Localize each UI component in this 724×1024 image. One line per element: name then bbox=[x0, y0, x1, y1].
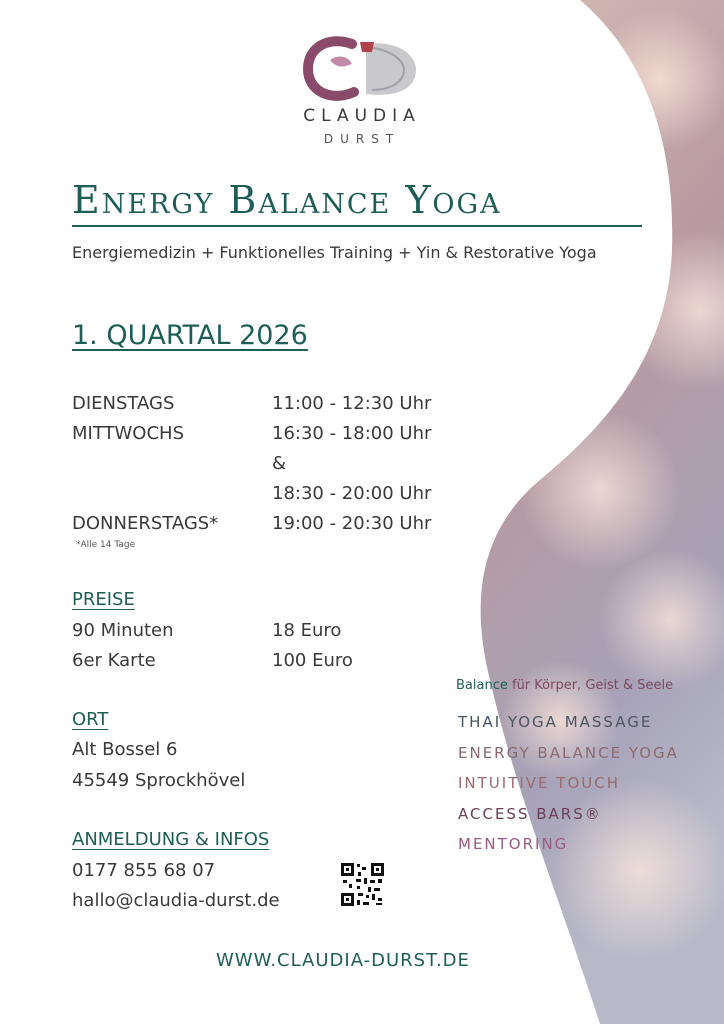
schedule-time: 18:30 - 20:00 Uhr bbox=[272, 483, 432, 504]
location-street: Alt Bossel 6 bbox=[72, 739, 178, 760]
location-heading: ORT bbox=[72, 709, 109, 730]
prices-heading: PREISE bbox=[72, 589, 135, 610]
page-subtitle: Energiemedizin + Funktionelles Training + Yin & Restorative Yoga bbox=[72, 243, 597, 262]
offering-item: MENTORING bbox=[458, 835, 569, 853]
page-title: Energy Balance Yoga bbox=[72, 178, 502, 222]
schedule-day: DIENSTAGS bbox=[72, 393, 175, 414]
logo bbox=[300, 36, 424, 106]
tagline-balance: Balance bbox=[456, 678, 508, 693]
contact-email[interactable]: hallo@claudia-durst.de bbox=[72, 890, 280, 911]
schedule-time: & bbox=[272, 453, 287, 474]
qr-code-icon[interactable] bbox=[340, 862, 385, 907]
title-underline bbox=[72, 225, 642, 227]
offering-item: ACCESS BARS® bbox=[458, 805, 602, 823]
price-label: 6er Karte bbox=[72, 650, 156, 671]
location-city: 45549 Sprockhövel bbox=[72, 770, 246, 791]
logo-name: CLAUDIA bbox=[303, 106, 421, 126]
offering-item: THAI YOGA MASSAGE bbox=[458, 713, 653, 731]
schedule-day: MITTWOCHS bbox=[72, 423, 185, 444]
cd-monogram-icon bbox=[300, 36, 424, 102]
logo-surname: DURST bbox=[323, 132, 401, 146]
schedule-time: 19:00 - 20:30 Uhr bbox=[272, 513, 432, 534]
website-link[interactable]: WWW.CLAUDIA-DURST.DE bbox=[216, 950, 470, 971]
schedule-time: 11:00 - 12:30 Uhr bbox=[272, 393, 432, 414]
contact-heading: ANMELDUNG & INFOS bbox=[72, 829, 270, 850]
price-label: 90 Minuten bbox=[72, 620, 174, 641]
schedule-footnote: *Alle 14 Tage bbox=[76, 540, 136, 550]
schedule-time: 16:30 - 18:00 Uhr bbox=[272, 423, 432, 444]
contact-phone[interactable]: 0177 855 68 07 bbox=[72, 860, 216, 881]
offering-item: INTUITIVE TOUCH bbox=[458, 774, 621, 792]
quarter-heading: 1. QUARTAL 2026 bbox=[72, 320, 308, 351]
price-value: 18 Euro bbox=[272, 620, 342, 641]
price-value: 100 Euro bbox=[272, 650, 353, 671]
tagline bbox=[456, 678, 673, 693]
schedule-day: DONNERSTAGS* bbox=[72, 513, 219, 534]
offering-item: ENERGY BALANCE YOGA bbox=[458, 744, 679, 762]
tagline-rest: für Körper, Geist & Seele bbox=[507, 678, 674, 693]
